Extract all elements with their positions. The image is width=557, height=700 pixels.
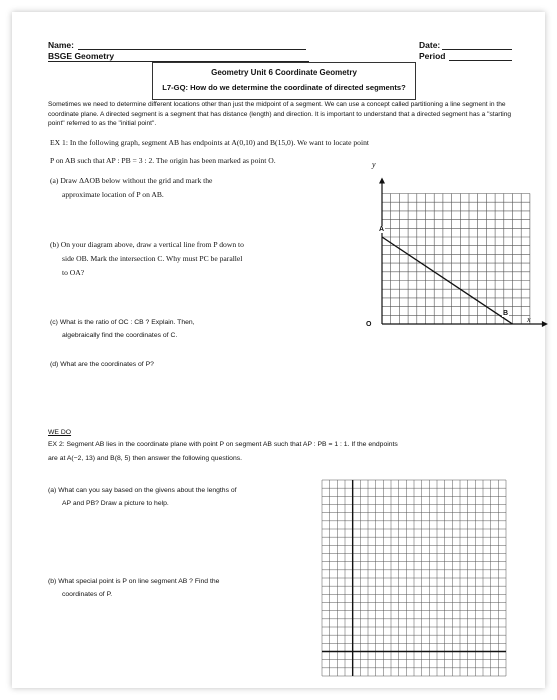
- ex2-line1: EX 2: Segment AB lies in the coordinate plane with point P on segment AB such that AP : PB = 1 : 1. If the endpoints: [48, 441, 398, 448]
- intro-paragraph: Sometimes we need to determine different locations other than just the midpoint of a segment. We can use a concept called partitioning a line segment in the coordinate plane. A directed segment is a segment that has distance (length) and direction. It is important to understand that a directed segment has a "starting point" referred to as the "initial point".: [48, 101, 512, 127]
- ex1-b-line1: (b) On your diagram above, draw a vertical line from P down to: [50, 240, 244, 249]
- ex2-a-line1: (a) What can you say based on the givens about the lengths of: [48, 487, 237, 494]
- ex1-c-line1: (c) What is the ratio of OC : CB ? Explain. Then,: [50, 319, 195, 326]
- date-line: [442, 49, 512, 50]
- ex1-a-line1: (a) Draw ΔAOB below without the grid and mark the: [50, 176, 213, 185]
- x-axis-label: x: [527, 315, 531, 324]
- coordinate-graph-ex1: [352, 162, 542, 342]
- worksheet-page: [12, 12, 545, 688]
- period-line: [449, 60, 512, 61]
- ex1-b-line2: side OB. Mark the intersection C. Why must PC be parallel: [62, 254, 243, 263]
- ex2-line2: are at A(−2, 13) and B(8, 5) then answer the following questions.: [48, 455, 243, 462]
- we-do-heading: WE DO: [48, 429, 72, 436]
- x-axis-arrow: [542, 321, 548, 327]
- period-label: Period: [419, 51, 446, 61]
- point-o-label: O: [366, 321, 372, 328]
- ex2-a-line2: AP and PB? Draw a picture to help.: [62, 500, 169, 507]
- course-label: BSGE Geometry: [48, 51, 115, 61]
- title-line1: Geometry Unit 6 Coordinate Geometry: [211, 68, 357, 77]
- title-line2: L7-GQ: How do we determine the coordinate of directed segments?: [162, 83, 406, 92]
- ex1-a-line2: approximate location of P on AB.: [62, 190, 164, 199]
- title-box: [152, 62, 416, 100]
- name-line: [78, 49, 306, 50]
- ex1-d: (d) What are the coordinates of P?: [50, 361, 154, 368]
- ex1-line1: EX 1: In the following graph, segment AB has endpoints at A(0,10) and B(15,0). We want to locate point: [50, 138, 369, 147]
- point-b-label: B: [503, 310, 509, 317]
- ex1-c-line2: algebraically find the coordinates of C.: [62, 332, 178, 339]
- name-label: Name:: [48, 40, 74, 50]
- ex1-b-line3: to OA?: [62, 268, 85, 277]
- y-axis-label: y: [372, 160, 376, 169]
- blank-grid-ex2: [316, 470, 516, 682]
- date-label: Date:: [419, 40, 441, 50]
- ex2-b-line1: (b) What special point is P on line segment AB ? Find the: [48, 578, 220, 585]
- ex1-line2: P on AB such that AP : PB = 3 : 2. The origin has been marked as point O.: [50, 156, 276, 165]
- y-axis-arrow: [379, 178, 385, 184]
- point-a-label: A: [379, 226, 385, 233]
- ex2-b-line2: coordinates of P.: [62, 591, 113, 598]
